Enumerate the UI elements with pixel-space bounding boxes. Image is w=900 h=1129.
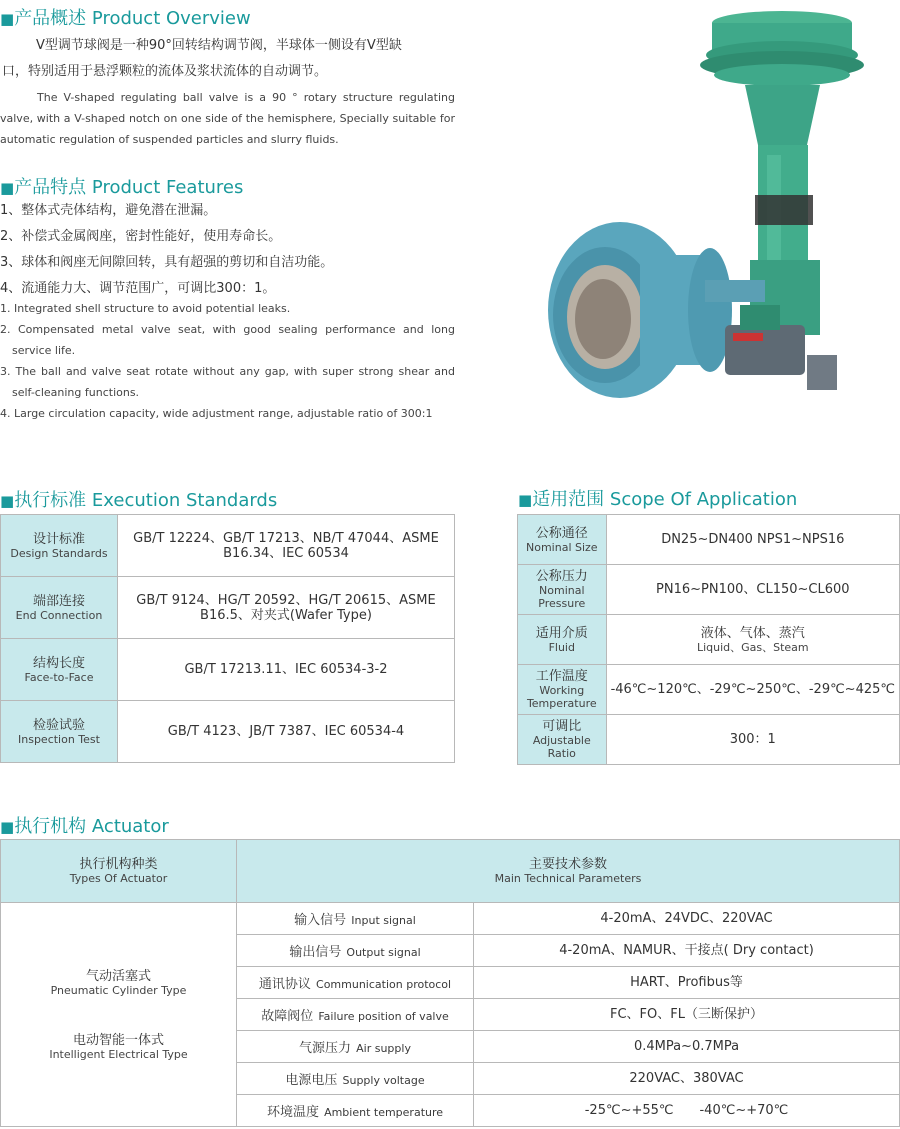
param-value: FC、FO、FL（三断保护） — [474, 999, 900, 1031]
standards-heading: ■执行标准 Execution Standards — [0, 490, 278, 511]
table-row — [1, 515, 455, 577]
feature-cn-1: 1、整体式壳体结构，避免潜在泄漏。 — [0, 203, 217, 218]
heading-square-icon: ■ — [0, 492, 15, 510]
scope-label: 工作温度 Working Temperature — [518, 665, 607, 715]
param-value: HART、Profibus等 — [474, 967, 900, 999]
features-heading: ■产品特点 Product Features — [0, 177, 244, 198]
actuator-table — [0, 839, 900, 1127]
scope-label: 适用介质 Fluid — [518, 615, 607, 665]
param-label: 电源电压 Supply voltage — [237, 1063, 474, 1095]
param-value: 220VAC、380VAC — [474, 1063, 900, 1095]
overview-en-text: The V-shaped regulating ball valve is a 90 ° rotary structure regulating valve, with a V-shaped notch on one side of the hemisphere, Specially suitable for automatic regulation of suspended particles and slurry fluids. — [0, 91, 455, 146]
feature-en-3: 3. The ball and valve seat rotate without any gap, with super strong shear and self-cleaning functions. — [0, 365, 455, 399]
overview-cn-line1: V型调节球阀是一种90°回转结构调节阀，半球体一侧设有V型缺 — [36, 38, 402, 53]
standards-table — [0, 514, 455, 763]
param-value: 4-20mA、24VDC、220VAC — [474, 903, 900, 935]
table-row — [518, 615, 900, 665]
overview-heading: ■产品概述 Product Overview — [0, 8, 251, 29]
table-row — [1, 903, 900, 935]
actuator-types: 气动活塞式 Pneumatic Cylinder Type 电动智能一体式 Intelligent Electrical Type — [1, 903, 237, 1127]
scope-table — [517, 514, 900, 765]
feature-cn-2: 2、补偿式金属阀座，密封性能好，使用寿命长。 — [0, 229, 282, 244]
param-value: 0.4MPa~0.7MPa — [474, 1031, 900, 1063]
standards-value: GB/T 9124、HG/T 20592、HG/T 20615、ASME B16.5、对夹式(Wafer Type) — [118, 577, 455, 639]
table-row — [518, 665, 900, 715]
table-row — [1, 840, 900, 903]
actuator-params-header: 主要技术参数 Main Technical Parameters — [237, 840, 900, 903]
standards-label: 端部连接 End Connection — [1, 577, 118, 639]
standards-label: 设计标准 Design Standards — [1, 515, 118, 577]
heading-square-icon: ■ — [0, 10, 15, 28]
feature-en-1: 1. Integrated shell structure to avoid potential leaks. — [0, 302, 291, 315]
scope-value: 液体、气体、蒸汽 Liquid、Gas、Steam — [606, 615, 899, 665]
scope-value: 300：1 — [606, 715, 899, 765]
table-row — [518, 515, 900, 565]
scope-heading: ■适用范围 Scope Of Application — [518, 489, 798, 510]
param-label: 故障阀位 Failure position of valve — [237, 999, 474, 1031]
param-label: 输出信号 Output signal — [237, 935, 474, 967]
param-label: 输入信号 Input signal — [237, 903, 474, 935]
table-row — [1, 577, 455, 639]
scope-label: 公称通径 Nominal Size — [518, 515, 607, 565]
feature-cn-4: 4、流通能力大、调节范围广，可调比300：1。 — [0, 281, 276, 296]
param-label: 气源压力 Air supply — [237, 1031, 474, 1063]
standards-label: 检验试验 Inspection Test — [1, 701, 118, 763]
standards-value: GB/T 4123、JB/T 7387、IEC 60534-4 — [118, 701, 455, 763]
table-row — [1, 639, 455, 701]
param-label: 通讯协议 Communication protocol — [237, 967, 474, 999]
scope-label: 公称压力 Nominal Pressure — [518, 565, 607, 615]
param-value: -25℃~+55℃ -40℃~+70℃ — [474, 1095, 900, 1127]
scope-value: DN25~DN400 NPS1~NPS16 — [606, 515, 899, 565]
valve-product-image — [545, 5, 875, 420]
actuator-type-header: 执行机构种类 Types Of Actuator — [1, 840, 237, 903]
table-row — [518, 715, 900, 765]
scope-value: PN16~PN100、CL150~CL600 — [606, 565, 899, 615]
heading-square-icon: ■ — [0, 179, 15, 197]
feature-en-4: 4. Large circulation capacity, wide adjustment range, adjustable ratio of 300:1 — [0, 407, 433, 420]
actuator-heading: ■执行机构 Actuator — [0, 816, 169, 837]
feature-en-2: 2. Compensated metal valve seat, with good sealing performance and long service life. — [0, 323, 455, 357]
param-value: 4-20mA、NAMUR、干接点( Dry contact) — [474, 935, 900, 967]
table-row — [1, 701, 455, 763]
heading-square-icon: ■ — [0, 818, 15, 836]
heading-square-icon: ■ — [518, 491, 533, 509]
standards-value: GB/T 12224、GB/T 17213、NB/T 47044、ASME B16.34、IEC 60534 — [118, 515, 455, 577]
standards-value: GB/T 17213.11、IEC 60534-3-2 — [118, 639, 455, 701]
table-row — [518, 565, 900, 615]
param-label: 环境温度 Ambient temperature — [237, 1095, 474, 1127]
feature-cn-3: 3、球体和阀座无间隙回转，具有超强的剪切和自洁功能。 — [0, 255, 334, 270]
scope-value: -46℃~120℃、-29℃~250℃、-29℃~425℃ — [606, 665, 899, 715]
scope-label: 可调比 Adjustable Ratio — [518, 715, 607, 765]
standards-label: 结构长度 Face-to-Face — [1, 639, 118, 701]
overview-cn-line2: 口，特别适用于悬浮颗粒的流体及浆状流体的自动调节。 — [2, 64, 328, 79]
